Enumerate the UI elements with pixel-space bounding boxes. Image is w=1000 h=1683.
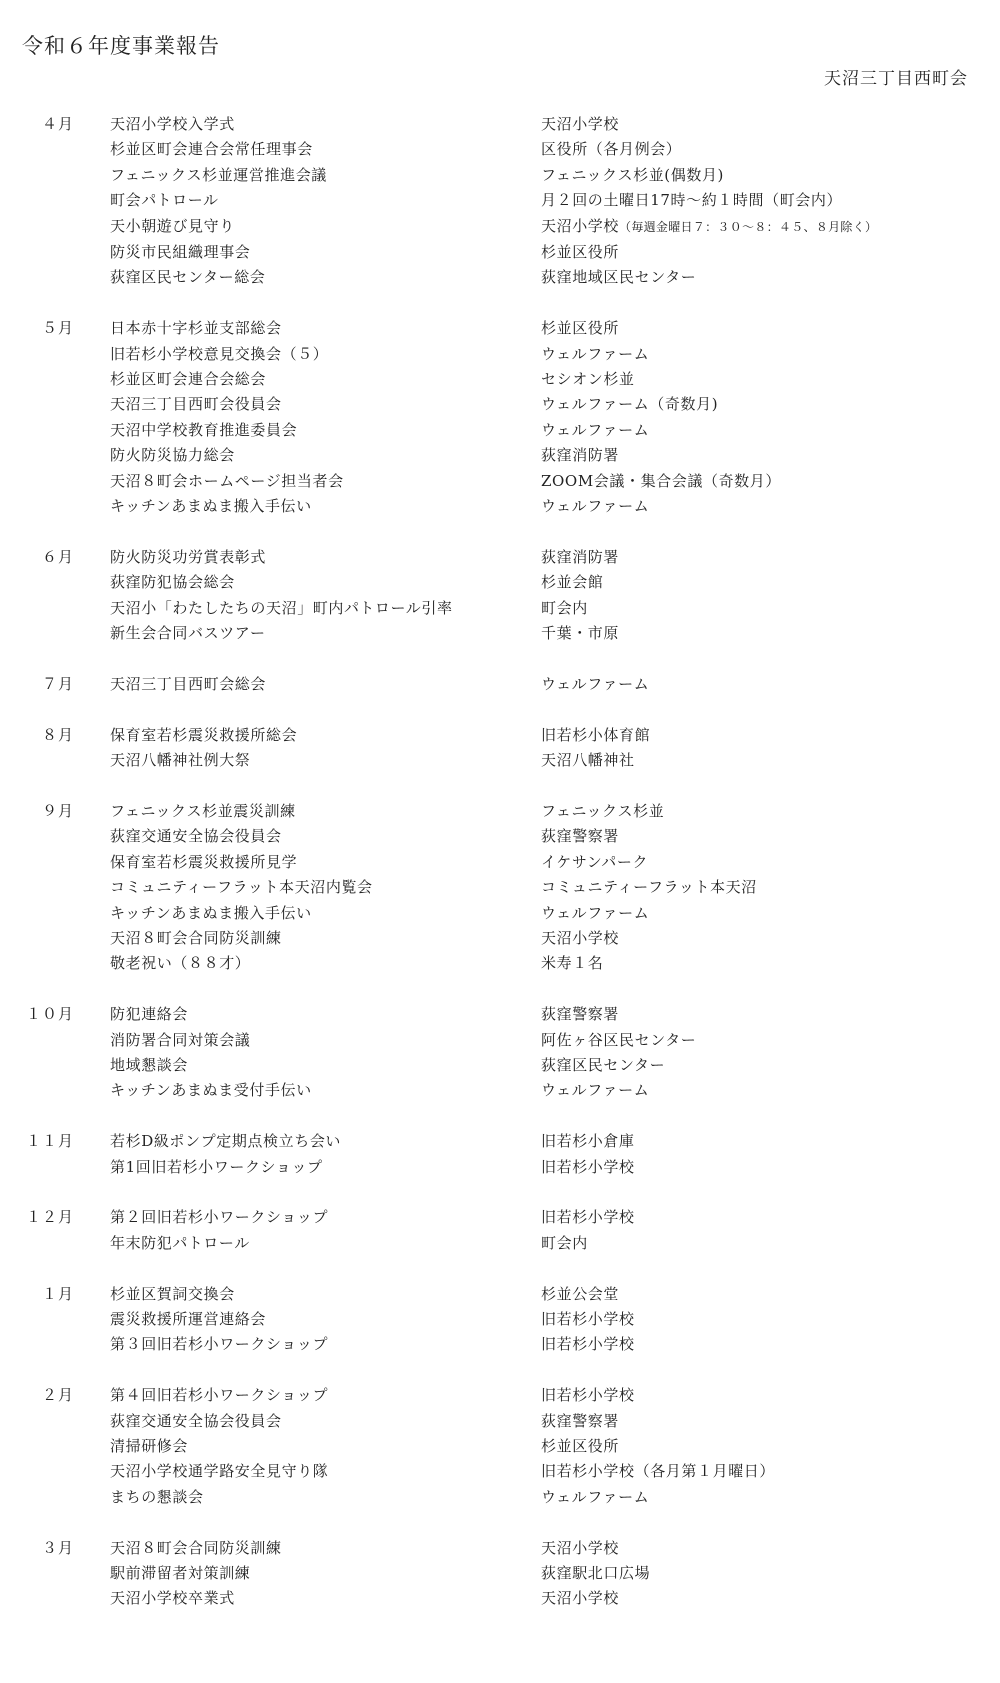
event-row [110,418,1000,443]
event-place-text: 天沼小学校 [541,216,620,235]
event-name: コミュニティーフラット本天沼内覧会 [110,878,373,897]
event-place-text: ウェルファーム [541,497,650,516]
event-place [541,367,1000,392]
event-name: 旧若杉小学校意見交換会（５） [110,344,329,363]
event-place-text: 旧若杉小倉庫 [541,1132,635,1151]
event-place [541,1078,1000,1103]
event-note: （毎週金曜日７：３０～８：４５、８月除く） [619,219,878,234]
event-place [541,137,1000,162]
event-place-text: イケサンパーク [541,852,649,871]
event-place-text: 荻窪警察署 [541,827,620,846]
event-place [541,1409,1000,1434]
event-place-text: 荻窪警察署 [541,1005,620,1024]
event-row [110,1536,1000,1561]
event-name: 第４回旧若杉小ワークショップ [110,1386,329,1405]
event-name: 天沼三丁目西町会役員会 [110,395,282,414]
month-group [0,545,1000,647]
event-place-text: ウェルファーム [541,903,650,922]
event-place [541,799,1000,824]
event-row [110,240,1000,265]
month-label: １２月 [25,1208,74,1227]
event-place [541,570,1000,595]
event-place [541,469,1000,494]
event-place-text: 杉並区役所 [541,1436,620,1455]
event-name: 若杉D級ポンプ定期点検立ち会い [110,1132,342,1151]
event-place [541,672,1000,697]
month-group [0,1282,1000,1358]
event-name: 天沼小学校入学式 [110,115,235,133]
event-name: 天沼８町会合同防災訓練 [110,1538,282,1557]
event-name: 第２回旧若杉小ワークショップ [110,1208,329,1227]
month-entries [110,112,1000,291]
month-group [0,316,1000,519]
event-row [110,1205,1000,1230]
event-row [110,367,1000,392]
event-row [110,342,1000,367]
event-name: 杉並区賀詞交換会 [110,1284,235,1303]
event-name: 保育室若杉震災救援所見学 [110,852,298,871]
event-place-text: 旧若杉小学校 [541,1335,635,1354]
month-group [0,672,1000,697]
event-place-text: ウェルファーム [541,674,650,693]
event-name: まちの懇談会 [110,1487,204,1506]
event-name: 保育室若杉震災救援所総会 [110,725,298,744]
event-place [541,1028,1000,1053]
event-place [541,265,1000,290]
event-name: 天沼八幡神社例大祭 [110,751,251,770]
event-name: キッチンあまぬま受付手伝い [110,1081,312,1100]
event-row [110,1282,1000,1307]
event-place-text: 町会内 [541,598,588,617]
event-place [541,214,1000,240]
event-name: フェニックス杉並震災訓練 [110,801,296,820]
event-row [110,188,1000,213]
event-name: 天沼８町会合同防災訓練 [110,928,282,947]
event-place [541,1307,1000,1332]
event-place [541,1586,1000,1611]
page-title: 令和６年度事業報告 [22,34,220,58]
event-place-text: ウェルファーム（奇数月) [541,395,719,414]
month-group [0,1205,1000,1256]
event-place [541,1053,1000,1078]
event-place-text: 杉並区役所 [541,243,620,262]
event-row [110,824,1000,849]
event-row [110,163,1000,188]
month-entries [110,1536,1000,1612]
month-label: ４月 [41,115,74,133]
month-group [0,723,1000,774]
event-name: フェニックス杉並運営推進会議 [110,165,327,184]
event-row [110,926,1000,951]
event-row [110,621,1000,646]
event-place [541,596,1000,621]
event-place [541,1383,1000,1408]
event-place [541,494,1000,519]
event-name: 天沼三丁目西町会総会 [110,674,267,693]
event-place-text: コミュニティーフラット本天沼 [541,878,757,897]
event-place [541,824,1000,849]
event-place [541,240,1000,265]
event-row [110,545,1000,570]
event-row [110,1231,1000,1256]
event-row [110,112,1000,137]
event-row [110,1028,1000,1053]
event-name: 天沼８町会ホームページ担当者会 [110,471,344,490]
event-row [110,1561,1000,1586]
event-name: 第３回旧若杉小ワークショップ [110,1335,329,1354]
event-place-text: 杉並区役所 [541,319,620,338]
event-place-text: 荻窪駅北口広場 [541,1563,651,1582]
event-place [541,748,1000,773]
event-name: 駅前滞留者対策訓練 [110,1563,251,1582]
event-place-text: 荻窪地域区民センター [541,268,697,287]
event-place [541,1205,1000,1230]
event-place [541,545,1000,570]
event-name: 新生会合同バスツアー [110,624,266,643]
month-group [0,1536,1000,1612]
event-place-text: 千葉・市原 [541,624,620,643]
event-place-text: 旧若杉小体育館 [541,725,651,744]
event-place [541,1002,1000,1027]
event-place-text: 米寿１名 [541,954,604,973]
event-name: 杉並区町会連合会常任理事会 [110,140,313,159]
event-place-text: 荻窪消防署 [541,446,620,465]
event-name: 荻窪防犯協会総会 [110,573,235,592]
event-place [541,418,1000,443]
month-entries [110,672,1000,697]
event-place-text: ウェルファーム [541,344,650,363]
event-place [541,1155,1000,1180]
event-row [110,1332,1000,1357]
event-place-text: 荻窪区民センター [541,1055,666,1074]
event-row [110,951,1000,976]
event-row [110,137,1000,162]
event-place [541,850,1000,875]
event-place-text: 阿佐ヶ谷区民センター [541,1030,697,1049]
event-place [541,1434,1000,1459]
month-entries [110,1129,1000,1180]
event-place [541,1485,1000,1510]
event-name: 日本赤十字杉並支部総会 [110,319,282,338]
month-entries [110,545,1000,647]
event-place [541,392,1000,417]
event-place-text: フェニックス杉並(偶数月) [541,165,725,184]
annual-report-list [0,112,1000,1637]
event-name: 荻窪交通安全協会役員会 [110,1411,282,1430]
month-entries [110,316,1000,519]
event-name: 年末防犯パトロール [110,1233,250,1252]
event-place [541,188,1000,213]
event-row [110,1409,1000,1434]
month-group [0,112,1000,291]
month-group [0,1383,1000,1510]
event-row [110,1434,1000,1459]
event-row [110,494,1000,519]
event-row [110,392,1000,417]
event-name: 杉並区町会連合会総会 [110,370,267,389]
event-row [110,265,1000,290]
event-name: 消防署合同対策会議 [110,1030,251,1049]
month-label: １０月 [25,1005,74,1024]
event-name: 天小朝遊び見守り [110,216,235,235]
month-label: ３月 [41,1538,74,1557]
event-place [541,342,1000,367]
event-name: 天沼小「わたしたちの天沼」町内パトロール引率 [110,598,453,617]
month-entries [110,1002,1000,1104]
event-place-text: 月２回の土曜日17時～約１時間（町会内） [541,191,843,210]
event-name: 震災救援所運営連絡会 [110,1309,267,1328]
event-name: キッチンあまぬま搬入手伝い [110,497,312,516]
event-row [110,316,1000,341]
month-group [0,799,1000,977]
event-place [541,1332,1000,1357]
event-place [541,901,1000,926]
event-name: 荻窪区民センター総会 [110,268,266,287]
event-row [110,443,1000,468]
event-name: 地域懇談会 [110,1055,189,1074]
month-label: １月 [41,1284,74,1303]
month-label: ８月 [41,725,74,744]
event-place [541,316,1000,341]
event-place [541,875,1000,900]
event-row [110,1586,1000,1611]
event-name: 天沼小学校通学路安全見守り隊 [110,1462,329,1481]
event-place-text: 荻窪消防署 [541,547,620,566]
event-place [541,1129,1000,1154]
event-place-text: フェニックス杉並 [541,801,665,820]
event-place [541,1561,1000,1586]
event-place-text: 天沼小学校 [541,1538,620,1557]
event-place [541,112,1000,137]
event-row [110,799,1000,824]
event-row [110,748,1000,773]
month-entries [110,723,1000,774]
event-place-text: 天沼小学校 [541,928,620,947]
event-row [110,850,1000,875]
month-label: １１月 [25,1132,74,1151]
event-place-text: ウェルファーム [541,1081,650,1100]
event-place-text: 天沼小学校 [541,1589,620,1608]
event-place-text: 天沼八幡神社 [541,751,635,770]
event-name: 敬老祝い（８８才） [110,954,251,973]
event-name: 第1回旧若杉小ワークショップ [110,1157,323,1176]
event-place-text: ZOOM会議・集合会議（奇数月） [541,471,781,490]
month-label: ９月 [41,801,74,820]
event-row [110,1485,1000,1510]
event-place [541,1282,1000,1307]
event-place-text: 天沼小学校 [541,115,620,133]
event-name: 荻窪交通安全協会役員会 [110,827,282,846]
event-name: 防犯連絡会 [110,1005,189,1024]
month-entries [110,1383,1000,1510]
event-row [110,469,1000,494]
event-row [110,1078,1000,1103]
event-place [541,1231,1000,1256]
event-name: 防火防災協力総会 [110,446,235,465]
month-entries [110,799,1000,977]
event-place-text: 町会内 [541,1233,588,1252]
event-place-text: 旧若杉小学校 [541,1386,635,1405]
event-row [110,1155,1000,1180]
event-place [541,443,1000,468]
event-place [541,723,1000,748]
event-name: キッチンあまぬま搬入手伝い [110,903,312,922]
event-place [541,926,1000,951]
event-place [541,163,1000,188]
event-place [541,1459,1000,1484]
event-place-text: セシオン杉並 [541,370,635,389]
event-row [110,672,1000,697]
event-place [541,1536,1000,1561]
month-group [0,1129,1000,1180]
month-group [0,1002,1000,1104]
event-name: 防火防災功労賞表彰式 [110,547,267,566]
month-label: ５月 [41,319,74,338]
organization-name: 天沼三丁目西町会 [824,69,968,89]
month-label: ６月 [41,547,74,566]
event-name: 清掃研修会 [110,1436,189,1455]
event-name: 天沼小学校卒業式 [110,1589,235,1608]
event-row [110,901,1000,926]
event-row [110,1383,1000,1408]
month-entries [110,1282,1000,1358]
event-place-text: 旧若杉小学校 [541,1157,635,1176]
event-row [110,1307,1000,1332]
month-label: ２月 [41,1386,74,1405]
event-place-text: 杉並会館 [541,573,604,592]
event-row [110,1002,1000,1027]
event-name: 防災市民組織理事会 [110,243,251,262]
event-row [110,875,1000,900]
event-place [541,621,1000,646]
event-place-text: 旧若杉小学校（各月第１月曜日） [541,1462,776,1481]
event-row [110,214,1000,240]
event-place-text: 旧若杉小学校 [541,1208,635,1227]
event-row [110,1459,1000,1484]
month-label: ７月 [41,674,74,693]
month-entries [110,1205,1000,1256]
event-name: 町会パトロール [110,191,219,210]
event-place-text: ウェルファーム [541,1487,650,1506]
event-row [110,596,1000,621]
event-row [110,570,1000,595]
event-row [110,1129,1000,1154]
event-place-text: 杉並公会堂 [541,1284,620,1303]
event-place-text: 旧若杉小学校 [541,1309,635,1328]
event-name: 天沼中学校教育推進委員会 [110,420,298,439]
event-row [110,1053,1000,1078]
event-place-text: ウェルファーム [541,420,650,439]
event-place [541,951,1000,976]
event-place-text: 区役所（各月例会） [541,140,682,159]
event-row [110,723,1000,748]
event-place-text: 荻窪警察署 [541,1411,620,1430]
